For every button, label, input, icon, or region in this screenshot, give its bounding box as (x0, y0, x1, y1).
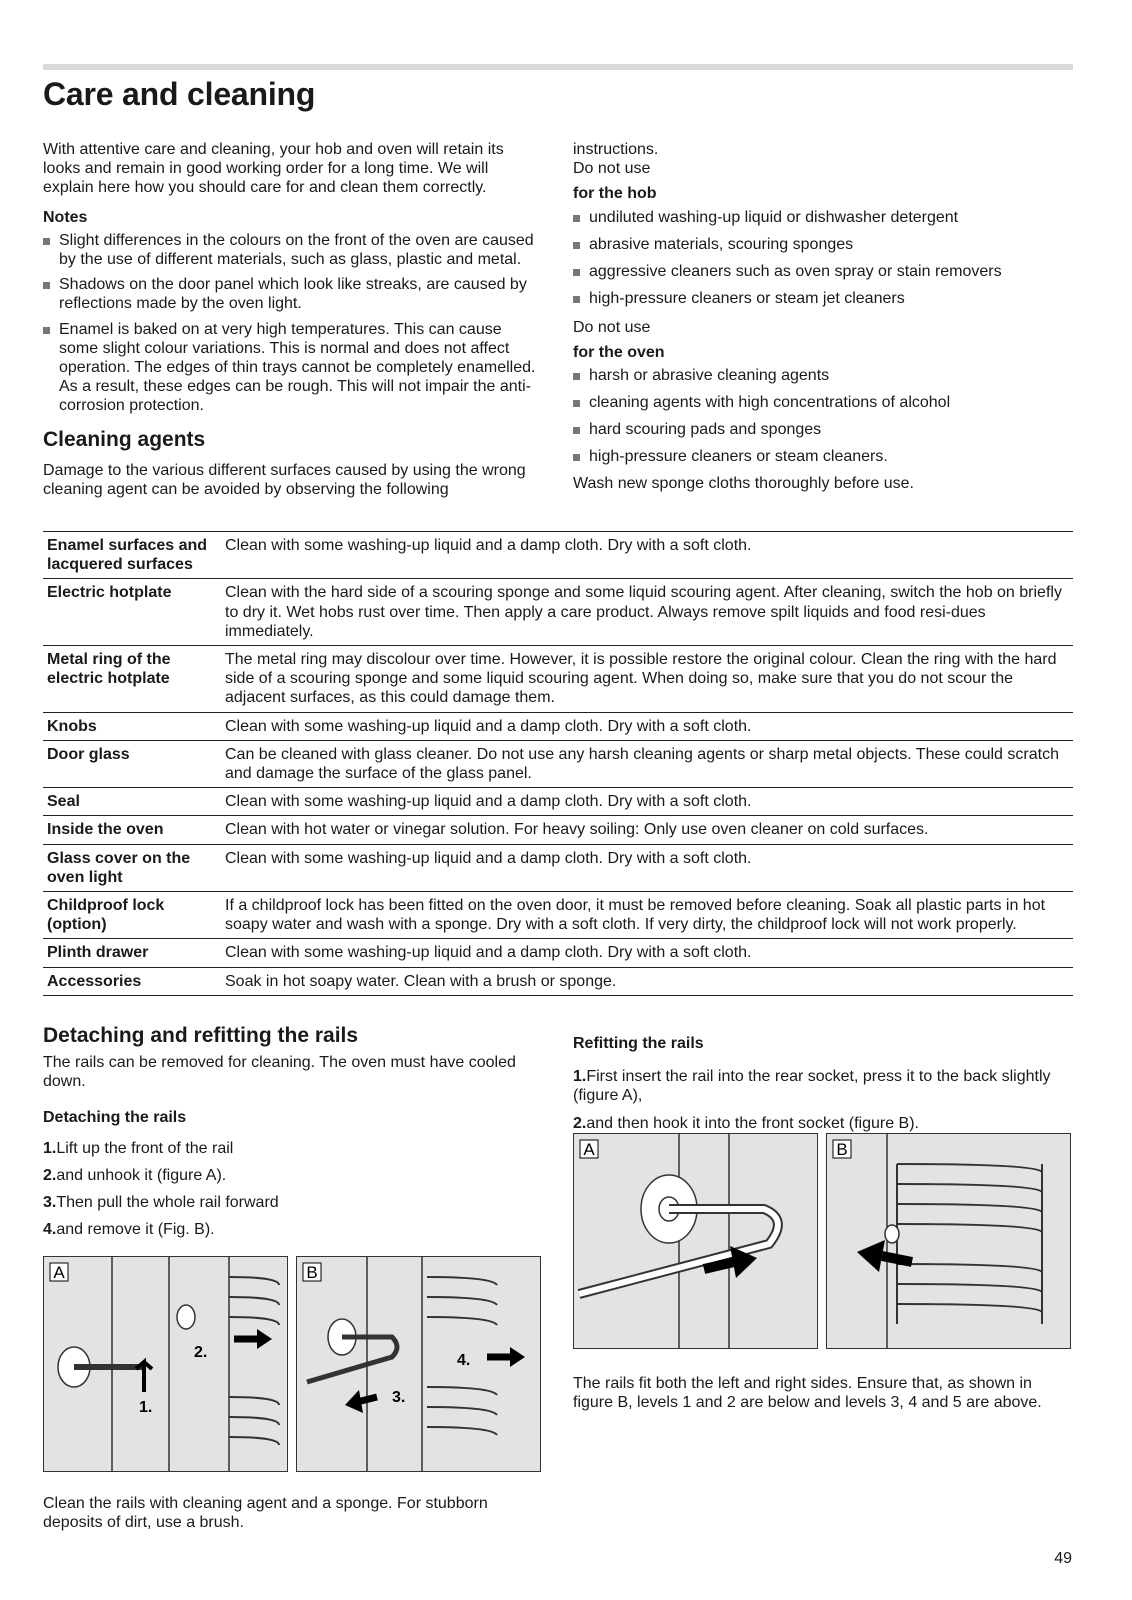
surface-name: Accessories (43, 967, 221, 995)
cleaning-instruction: Can be cleaned with glass cleaner. Do not use any harsh cleaning agents or sharp metal objects. These could scratch and damage the surface of the glass panel. (221, 740, 1073, 787)
do-not-use-label: Do not use (573, 318, 651, 336)
cleaning-instruction: The metal ring may discolour over time. However, it is possible restore the original colour. Clean the ring with the hard side of a scouring sponge and some liquid scouring agent. When doing so, make sure that you do not scour the adjacent surfaces, as this could damage them. (221, 646, 1073, 713)
fig-label-a: A (53, 1263, 65, 1282)
table-row (43, 579, 1073, 646)
step-item: 1.First insert the rail into the rear socket, press it to the back slightly (figure A), (573, 1068, 1051, 1105)
cleaning-table (43, 531, 1073, 996)
detach-heading: Detaching the rails (43, 1108, 187, 1126)
figure-detach-a (43, 1256, 288, 1472)
surface-name: Childproof lock (option) (43, 892, 221, 939)
oven-item: cleaning agents with high concentrations of alcohol (573, 393, 1073, 412)
surface-name: Electric hotplate (43, 579, 221, 646)
cleaning-instruction: If a childproof lock has been fitted on the oven door, it must be removed before cleaning. Soak all plastic parts in hot soapy water and wash with a sponge. Dry with a soft cloth. If very dirty, the childproof lock will not work properly. (221, 892, 1073, 939)
oven-item: hard scouring pads and sponges (573, 420, 1073, 439)
intro-text: With attentive care and cleaning, your hob and oven will retain its looks and remain in good working order for a long time. We will explain here how you should care for and clean them correctly. (43, 141, 504, 197)
table-row (43, 740, 1073, 787)
oven-heading: for the oven (573, 344, 665, 362)
notes-heading: Notes (43, 208, 88, 226)
note-item: Shadows on the door panel which look like streaks, are caused by reflections made by the oven light. (43, 275, 543, 313)
cleaning-instruction: Soak in hot soapy water. Clean with a brush or sponge. (221, 967, 1073, 995)
fig-label-b: B (836, 1140, 848, 1159)
surface-name: Inside the oven (43, 816, 221, 844)
table-row (43, 646, 1073, 713)
rails-heading: Detaching and refitting the rails (43, 1024, 359, 1047)
surface-name: Door glass (43, 740, 221, 787)
rails-intro: The rails can be removed for cleaning. The oven must have cooled down. (43, 1054, 516, 1091)
fig-label-b: B (306, 1263, 318, 1282)
top-rule (43, 64, 1073, 70)
table-row (43, 712, 1073, 740)
step-label-1: 1. (139, 1399, 153, 1416)
cleaning-instruction: Clean with some washing-up liquid and a damp cloth. Dry with a soft cloth. (221, 788, 1073, 816)
page-number: 49 (1054, 1550, 1072, 1567)
both-sides-note: The rails fit both the left and right sides. Ensure that, as shown in figure B, levels 1 and 2 are below and levels 3, 4 and 5 are above. (573, 1375, 1042, 1412)
right-column (573, 140, 1073, 493)
surface-name: Metal ring of the electric hotplate (43, 646, 221, 713)
detach-steps (43, 1139, 543, 1240)
cleaning-agents-heading: Cleaning agents (43, 427, 206, 451)
refit-heading: Refitting the rails (573, 1035, 704, 1052)
surface-name: Plinth drawer (43, 939, 221, 967)
wash-note: Wash new sponge cloths thoroughly before use. (573, 475, 914, 493)
cleaning-instruction: Clean with some washing-up liquid and a damp cloth. Dry with a soft cloth. (221, 532, 1073, 579)
page-title: Care and cleaning (43, 76, 316, 112)
hob-item: abrasive materials, scouring sponges (573, 235, 1073, 254)
oven-item: harsh or abrasive cleaning agents (573, 366, 1073, 385)
hob-heading: for the hob (573, 185, 657, 203)
cleaning-instruction: Clean with some washing-up liquid and a damp cloth. Dry with a soft cloth. (221, 939, 1073, 967)
oven-item: high-pressure cleaners or steam cleaners. (573, 447, 1073, 466)
cleaning-instruction: Clean with some washing-up liquid and a damp cloth. Dry with a soft cloth. (221, 712, 1073, 740)
notes-list (43, 231, 543, 416)
table-row (43, 532, 1073, 579)
table-row (43, 892, 1073, 939)
table-row (43, 967, 1073, 995)
figure-detach-b (296, 1256, 541, 1472)
cleaning-instruction: Clean with the hard side of a scouring sponge and some liquid scouring agent. After cleaning, switch the hob on briefly to dry it. Wet hobs rust over time. Then apply a care product. Always remove spilt liquids and food resi-dues immediately. (221, 579, 1073, 646)
surface-name: Seal (43, 788, 221, 816)
table-row (43, 844, 1073, 891)
do-not-use-label: Do not use (573, 160, 651, 178)
step-item: 2.and then hook it into the front socket (figure B). (573, 1114, 919, 1132)
step-item: 4.and remove it (Fig. B). (43, 1221, 215, 1239)
cleaning-instruction: Clean with hot water or vinegar solution. For heavy soiling: Only use oven cleaner on cold surfaces. (221, 816, 1073, 844)
continued-text: instructions. (573, 141, 659, 158)
step-label-2: 2. (194, 1344, 208, 1361)
surface-name: Glass cover on the oven light (43, 844, 221, 891)
table-row (43, 788, 1073, 816)
surface-name: Knobs (43, 712, 221, 740)
surface-name: Enamel surfaces and lacquered surfaces (43, 532, 221, 579)
hob-item: undiluted washing-up liquid or dishwasher detergent (573, 208, 1073, 227)
hob-item: high-pressure cleaners or steam jet cleaners (573, 289, 1073, 308)
step-item: 1.Lift up the front of the rail (43, 1139, 234, 1157)
clean-rails-note: Clean the rails with cleaning agent and a sponge. For stubborn deposits of dirt, use a brush. (43, 1495, 488, 1532)
figure-refit-b (826, 1133, 1071, 1349)
note-item: Enamel is baked on at very high temperatures. This can cause some slight colour variations. This is normal and does not affect operation. The edges of thin trays cannot be completely enamelled. As a result, these edges can be rough. This will not impair the anti-corrosion protection. (43, 320, 543, 416)
table-row (43, 816, 1073, 844)
hob-item: aggressive cleaners such as oven spray or stain removers (573, 262, 1073, 281)
table-row (43, 939, 1073, 967)
step-item: 2.and unhook it (figure A). (43, 1167, 227, 1185)
cleaning-agents-text: Damage to the various different surfaces caused by using the wrong cleaning agent can be avoided by observing the following (43, 461, 526, 499)
rails-left-column (43, 1026, 543, 1248)
step-label-3: 3. (392, 1389, 406, 1406)
step-label-4: 4. (457, 1352, 471, 1369)
oven-list (573, 366, 1073, 466)
left-column (43, 140, 543, 499)
note-item: Slight differences in the colours on the front of the oven are caused by the use of different materials, such as glass, plastic and metal. (43, 231, 543, 269)
hob-list (573, 208, 1073, 308)
step-item: 3.Then pull the whole rail forward (43, 1194, 279, 1212)
refit-steps (573, 1067, 1073, 1133)
cleaning-instruction: Clean with some washing-up liquid and a damp cloth. Dry with a soft cloth. (221, 844, 1073, 891)
figure-refit-a (573, 1133, 818, 1349)
rails-right-column (573, 1034, 1073, 1141)
fig-label-a: A (583, 1140, 595, 1159)
